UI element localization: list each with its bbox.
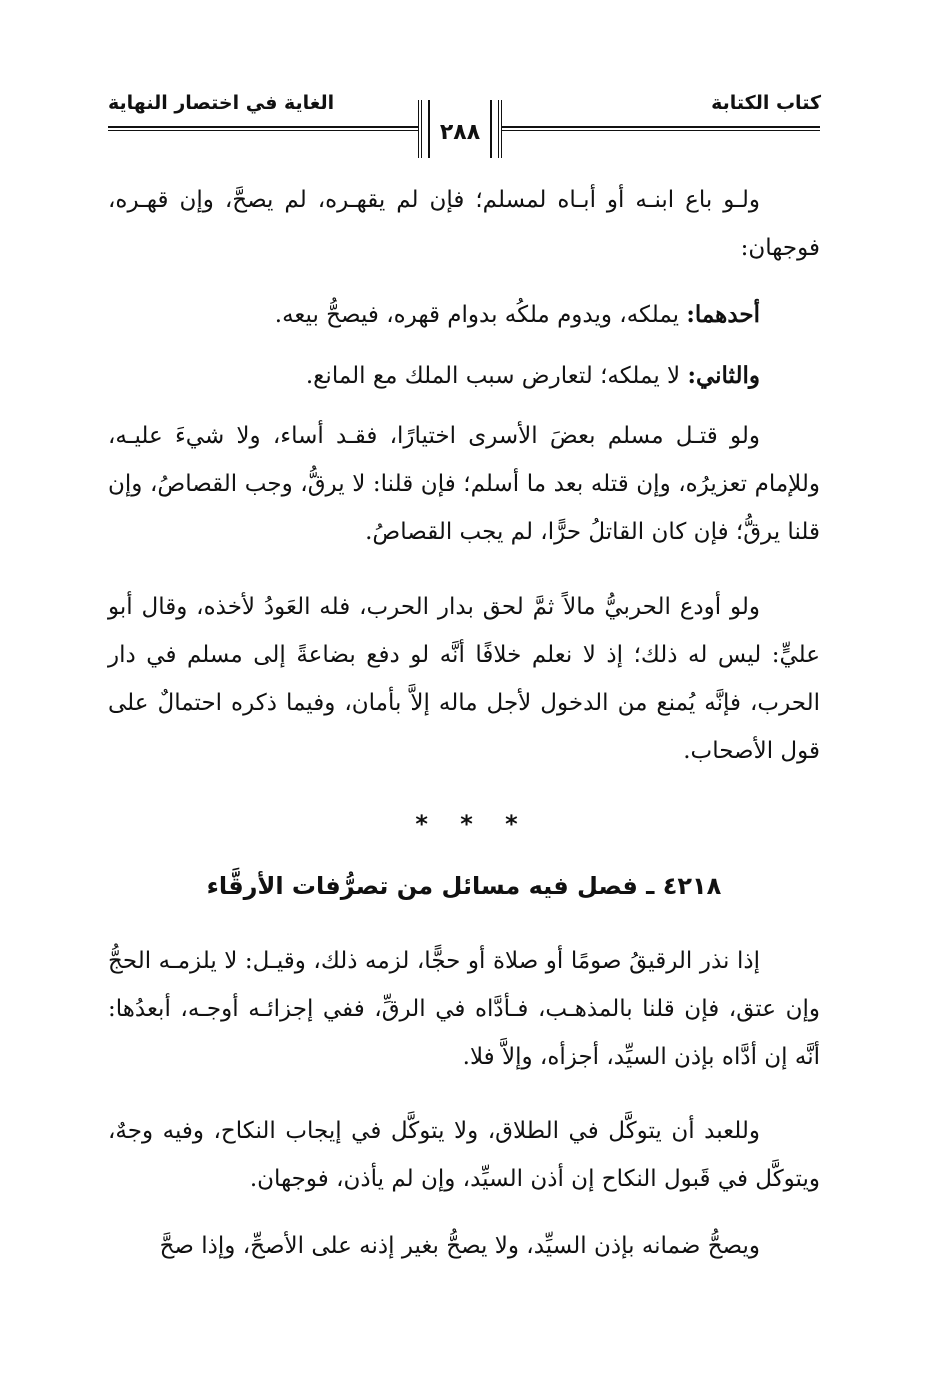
book-title: الغاية في اختصار النهاية (108, 92, 335, 114)
paragraph-7: وللعبد أن يتوكَّل في الطلاق، ولا يتوكَّل في إيجاب النكاح، وفيه وجهٌ، ويتوكَّل في قَبول النكاح إن أذن السيِّد، وإن لم يأذن، فوجهان. (108, 1118, 820, 1192)
paragraph-5: ولو أودع الحربيُّ مالاً ثمَّ لحق بدار الحرب، فله العَودُ لأخذه، وقال أبو عليٍّ: ليس له ذلك؛ إذ لا نعلم خلافًا أنَّه لو دفع بضاعةً إلى مسلم في دار الحرب، فإنَّه يُمنع من الدخول لأجل ماله إلاَّ بأمان، وفيما ذكره احتمالٌ على قول الأصحاب. (108, 594, 820, 764)
chapter-title: كتاب الكتابة (711, 92, 821, 114)
first-opinion-label: أحدهما: (686, 301, 760, 328)
page-number: ٢٨٨ (439, 120, 481, 145)
paragraph-1: ولـو باع ابنـه أو أبـاه لمسلم؛ فإن لم يقهـره، لم يصحَّ، وإن قهـره، فوجهان: (108, 187, 820, 261)
paragraph-second-opinion (108, 352, 820, 400)
paragraph-4: ولو قتـل مسلم بعضَ الأسرى اختيارًا، فقـد أساء، ولا شيءَ عليـه، وللإمام تعزيرُه، وإن قتله بعد ما أسلم؛ فإن قلنا: لا يرقُّ، وجب القصاصُ، وإن قلنا يرقُّ؛ فإن كان القاتلُ حرًّا، لم يجب القصاصُ. (108, 423, 820, 545)
paragraph-first-opinion (108, 291, 820, 339)
paragraph-8: ويصحُّ ضمانه بإذن السيِّد، ولا يصحُّ بغير إذنه على الأصحِّ، وإذا صحَّ (159, 1233, 760, 1259)
section-heading: ٤٢١٨ ـ فصل فيه مسائل من تصرُّفات الأرقَّاء (206, 872, 722, 900)
section-separator: * * * (415, 810, 530, 838)
second-opinion-label: والثاني: (687, 362, 760, 389)
paragraph-6: إذا نذر الرقيقُ صومًا أو صلاة أو حجًّا، لزمه ذلك، وقيـل: لا يلزمـه الحجُّ وإن عتق، فإن قلنا بالمذهـب، فـأدَّاه في الرقِّ، ففي إجزائـه أوجـه، أبعدُها: أنَّه إن أدَّاه بإذن السيِّد، أجزأه، وإلاَّ فلا. (108, 948, 820, 1070)
second-opinion-text: لا يملكه؛ لتعارض سبب الملك مع المانع. (305, 363, 688, 389)
first-opinion-text: يملكه، ويدوم ملكُه بدوام قهره، فيصحُّ بيعه. (274, 302, 687, 328)
page-number-frame (418, 100, 502, 158)
